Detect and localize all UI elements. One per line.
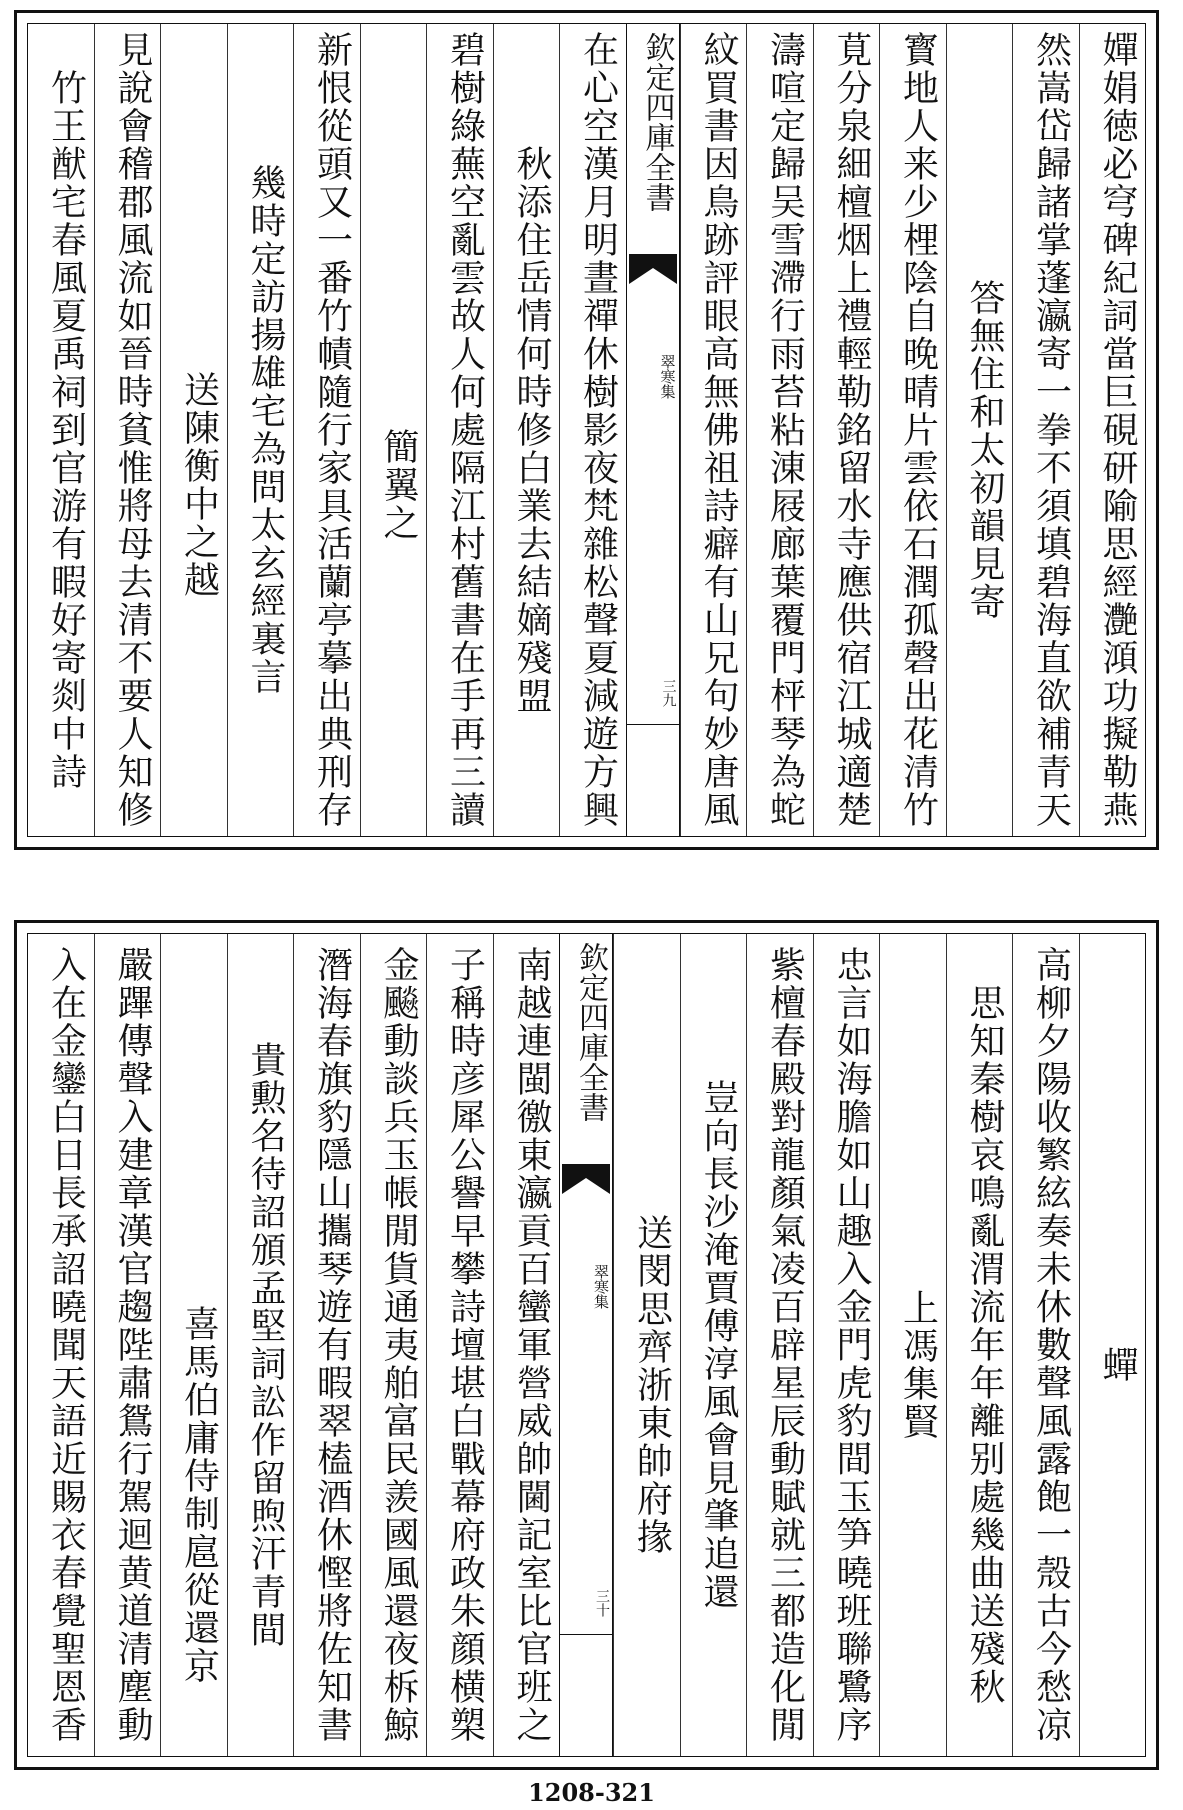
poem-title: 簡翼之 [378,428,419,542]
text-column [28,24,94,836]
page-number: 三九 [660,679,677,707]
author-note [613,1174,624,1556]
page-center-margin [559,934,613,1756]
column-text: 思知秦樹哀鳴亂渭流年年離别處幾曲送殘秋 [964,984,1005,1706]
text-column [813,24,880,836]
text-column [227,934,294,1756]
book-title: 翠寒集 [592,1264,610,1309]
column-text: 濤喧定歸吴雪滯行雨苔粘涷屐廊葉覆門枰琴為蛇 [764,31,806,829]
top-page-frame [27,23,1146,837]
poem-title-column [879,934,946,1756]
column-text: 忠言如海膽如山趣入金門虎豹間玉笋曉班聯鷺序 [831,946,872,1744]
column-text: 新恨從頭又一番竹幘隨行家具活蘭亭摹出典刑存 [311,31,353,829]
poem-title-column [946,24,1013,836]
bottom-page-frame [27,933,1146,1757]
poem-title: 上馮集賢 [897,1289,939,1441]
poem-title-column [160,934,227,1756]
column-text: 嚴蹕傳聲入建章漢官趨陛肅鴛行駕迴黄道清塵動 [112,946,153,1744]
text-column [813,934,880,1756]
column-text: 紋買書因鳥跡評眼高無佛祖詩癖有山兄句妙唐風 [698,31,739,829]
column-text: 幾時定訪揚雄宅為問太玄經裏言 [245,164,286,696]
text-column [493,934,560,1756]
column-text: 寳地人来少梩陰自晚晴片雲依石潤孤磬出花清竹 [897,31,939,829]
page-number: 三十 [594,1589,610,1617]
text-column [293,24,360,836]
text-column [680,934,747,1756]
text-column [94,934,161,1756]
poem-title-column [360,24,427,836]
column-text: 南越連閩徼東瀛貢百蠻軍營威帥閫記室比官班之 [511,946,552,1744]
text-column [1012,24,1079,836]
text-column [1079,24,1146,836]
column-text: 子稱時彦犀公譽早攀詩壇堪白戰幕府政朱顔横槊 [444,946,486,1744]
text-column [559,24,626,836]
column-text: 入在金鑾白日長承詔曉聞天語近賜衣春覺聖恩香 [45,946,87,1744]
fish-tail-mark-icon [629,254,677,294]
text-column [28,934,94,1756]
text-column [746,934,813,1756]
poem-title: 送陳衡中之越 [178,371,220,599]
poem-title: 喜馬伯庸侍制扈從還京 [178,1305,220,1685]
column-text: 秋添住岳情何時修白業去結嫡殘盟 [511,145,552,715]
text-column [493,24,560,836]
top-page [14,10,1159,850]
column-text: 在心空漢月明晝禪休樹影夜梵雜松聲夏減遊方興 [577,31,619,829]
text-column [426,934,493,1756]
page-code: 1208-321 [528,1778,655,1807]
column-text: 貴勲名待詔頒孟堅詞訟作留煦汗青間 [245,1041,286,1649]
column-text: 潛海春旗豹隱山攜琴遊有暇翠榼酒休慳將佐知書 [311,946,353,1744]
fish-tail-mark-icon [562,1164,610,1204]
poem-title: 答無住和太初韻見寄 [964,279,1005,621]
text-column [360,934,427,1756]
center-divider [627,724,679,725]
text-column [746,24,813,836]
center-divider [560,1634,612,1635]
book-title: 翠寒集 [658,354,677,399]
text-column [879,24,946,836]
text-column [680,24,747,836]
text-column [94,24,161,836]
column-text: 莧分泉細檀烟上禮輕勒銘留水寺應供宿江城適楚 [831,31,872,829]
collection-title: 欽定四庫全書 [639,32,675,212]
column-text: 嬋娟徳必穹碑紀詞當巨硯研隃思經灔澒功擬勒燕 [1097,31,1138,829]
poem-title: 蟬 [1097,1346,1138,1384]
collection-title: 欽定四庫全書 [573,942,608,1122]
column-text: 竹王猷宅春風夏禹祠到官游有暇好寄剡中詩 [45,69,87,791]
page-center-margin [626,24,680,836]
column-text: 金飈動談兵玉帳閒貨通夷舶富民羨國風還夜柝鯨 [378,946,419,1744]
text-column [946,934,1013,1756]
column-text: 見說會稽郡風流如晉時貧惟將母去清不要人知修 [112,31,153,829]
poem-title: 送閔思齊浙東帥府掾 [631,1214,673,1556]
column-text: 碧樹綠蕪空亂雲故人何處隔江村舊書在手再三讀 [444,31,486,829]
column-text: 高柳夕陽收繁絃奏未休數聲風露飽一殼古今愁凉 [1030,946,1072,1744]
poem-title-column [613,934,680,1756]
poem-title-column [160,24,227,836]
column-text: 豈向長沙淹賈傅淳風會見肇追還 [698,1079,739,1611]
bottom-page [14,920,1159,1770]
column-text: 紫檀春殿對龍顏氣凌百辟星辰動賦就三都造化閒 [764,946,806,1744]
text-column [227,24,294,836]
text-column [426,24,493,836]
text-column [293,934,360,1756]
author-note [160,1155,171,1685]
text-column [1012,934,1079,1756]
column-text: 然嵩岱歸諸掌蓬瀛寄一拳不須填碧海直欲補青天 [1030,31,1072,829]
poem-title-column [1079,934,1146,1756]
